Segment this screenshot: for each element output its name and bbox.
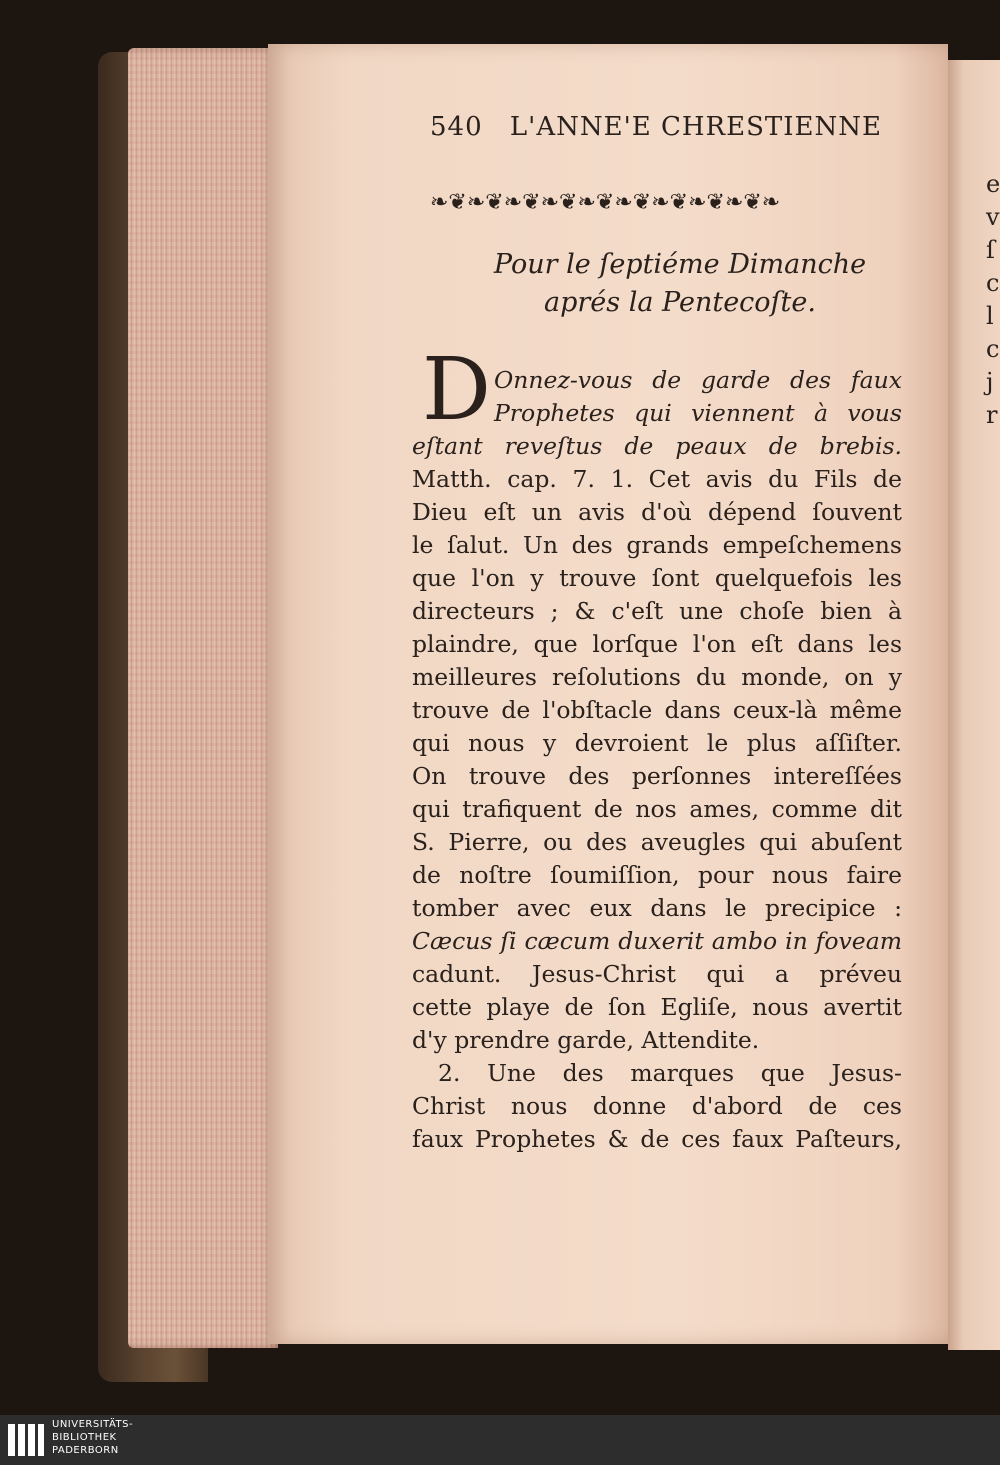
- text-line: de noſtre ſoumiſſion, pour nous faire: [412, 861, 902, 889]
- library-name-line: BIBLIOTHEK: [52, 1432, 117, 1443]
- title-line: aprés la Pentecoſte.: [544, 287, 816, 318]
- library-name-line: UNIVERSITÄTS-: [52, 1419, 134, 1430]
- facing-letter: c: [986, 269, 1000, 297]
- text-line: Onnez-vous de garde des faux: [494, 366, 902, 394]
- facing-letter: l: [986, 302, 994, 330]
- text-line: d'y prendre garde, Attendite.: [412, 1026, 760, 1054]
- text-line: plaindre, que lorſque l'on eſt dans les: [412, 630, 902, 658]
- library-name: [52, 1418, 252, 1457]
- text-line: trouve de l'obſtacle dans ceux-là même: [412, 696, 902, 724]
- text-line: Dieu eſt un avis d'où dépend ſouvent: [412, 498, 902, 526]
- text-line: cadunt. Jesus-Christ qui a préveu: [412, 960, 902, 988]
- text-line: 2. Une des marques que Jesus-: [438, 1059, 902, 1087]
- text-line: cette playe de ſon Egliſe, nous avertit: [412, 993, 902, 1021]
- library-logo-icon: [6, 1420, 46, 1460]
- text-line: directeurs ; & c'eſt une choſe bien à: [412, 597, 902, 625]
- text-line: Prophetes qui viennent à vous: [494, 399, 902, 427]
- drop-cap: D: [422, 340, 491, 440]
- text-line: faux Prophetes & de ces faux Paſteurs,: [412, 1125, 902, 1153]
- text-line: le ſalut. Un des grands empeſchemens: [412, 531, 902, 559]
- facing-letter: v: [986, 203, 1000, 231]
- footer-bar: [0, 1415, 1000, 1465]
- facing-letter: r: [986, 401, 998, 429]
- library-name-line: PADERBORN: [52, 1445, 119, 1456]
- text-line: On trouve des perſonnes intereſſées: [412, 762, 902, 790]
- text-line: S. Pierre, ou des aveugles qui abuſent: [412, 828, 902, 856]
- text-line: tomber avec eux dans le precipice :: [412, 894, 902, 922]
- facing-letter: j: [986, 368, 994, 396]
- text-line: meilleures reſolutions du monde, on y: [412, 663, 902, 691]
- ornament-band: ❧❦❧❦❧❦❧❦❧❦❧❦❧❦❧❦❧❦❧: [430, 189, 781, 215]
- text-line: Cæcus ſi cæcum duxerit ambo in foveam: [412, 927, 902, 955]
- title-line: Pour le ſeptiéme Dimanche: [493, 249, 867, 280]
- text-line: Christ nous donne d'abord de ces: [412, 1092, 902, 1120]
- text-line: que l'on y trouve ſont quelquefois les: [412, 564, 902, 592]
- running-head-title: L'ANNE'E CHRESTIENNE: [509, 112, 882, 142]
- text-line: eſtant reveſtus de peaux de brebis.: [412, 432, 902, 460]
- facing-letter: ſ: [986, 236, 995, 264]
- facing-letter: e: [986, 170, 1000, 198]
- facing-letter: c: [986, 335, 1000, 363]
- text-line: Matth. cap. 7. 1. Cet avis du Fils de: [412, 465, 902, 493]
- text-line: qui trafiquent de nos ames, comme dit: [412, 795, 902, 823]
- page-number: 540: [430, 112, 483, 142]
- text-line: qui nous y devroient le plus aſſiſter.: [412, 729, 902, 757]
